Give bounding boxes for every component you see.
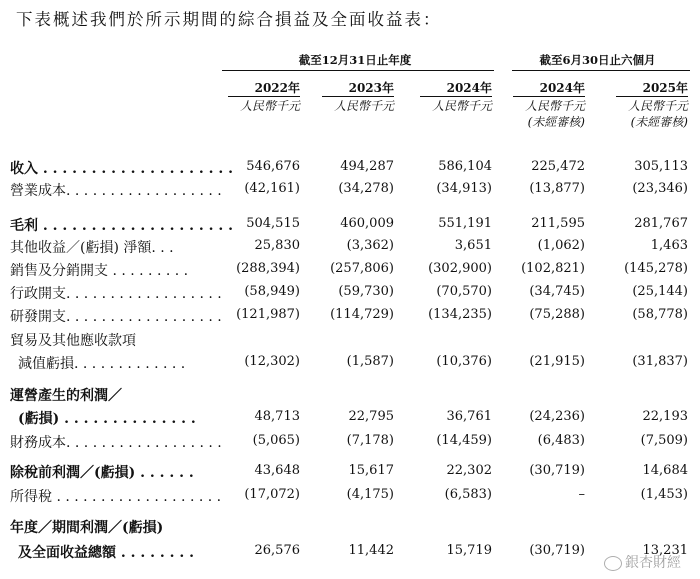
row-value: (14,459) — [436, 433, 492, 448]
row-value: 504,515 — [246, 216, 300, 231]
weibo-icon — [604, 556, 622, 571]
row-value: (12,302) — [244, 354, 300, 369]
unit-label: 人民幣千元 — [239, 99, 300, 113]
column-unit — [600, 98, 688, 130]
row-value: (34,278) — [338, 181, 394, 196]
row-label: 財務成本. . . . . . . . . . . . . . . . . . — [10, 435, 222, 451]
row-value: 26,576 — [254, 543, 300, 558]
unit-label: 人民幣千元 — [524, 99, 585, 113]
unit-label: 人民幣千元 — [431, 99, 492, 113]
header-rule-annual — [222, 70, 494, 71]
row-value: 281,767 — [634, 216, 688, 231]
column-year-rule — [322, 96, 394, 97]
row-value: 15,617 — [348, 463, 394, 478]
row-value: (1,062) — [537, 238, 585, 253]
row-value: (7,178) — [346, 433, 394, 448]
row-value: (21,915) — [529, 354, 585, 369]
row-value: (24,236) — [529, 409, 585, 424]
row-value: (25,144) — [632, 284, 688, 299]
column-year: 2025年 — [642, 81, 688, 95]
row-value: (6,583) — [444, 487, 492, 502]
row-value: 43,648 — [254, 463, 300, 478]
row-value: 211,595 — [531, 216, 585, 231]
row-label: 銷售及分銷開支 . . . . . . . . . — [10, 263, 189, 279]
header-group-annual: 截至12月31日止年度 — [298, 53, 412, 67]
row-value: 22,193 — [642, 409, 688, 424]
row-label: 收入 . . . . . . . . . . . . . . . . . . . . — [10, 161, 233, 177]
row-value: 13,231 — [642, 543, 688, 558]
row-value: (70,570) — [436, 284, 492, 299]
row-value: (58,949) — [244, 284, 300, 299]
unit-label: 人民幣千元 — [627, 99, 688, 113]
row-value: 14,684 — [642, 463, 688, 478]
header-rule-interim — [512, 70, 690, 71]
row-value: (1,587) — [346, 354, 394, 369]
row-value: (3,362) — [346, 238, 394, 253]
row-value: (7,509) — [640, 433, 688, 448]
intro-text: 下表概述我們於所示期間的綜合損益及全面收益表： — [16, 10, 442, 29]
row-value: (34,913) — [436, 181, 492, 196]
row-label: 其他收益／(虧損) 淨額. . . — [10, 240, 174, 256]
row-label: 行政開支. . . . . . . . . . . . . . . . . . — [10, 286, 222, 302]
row-value: (59,730) — [338, 284, 394, 299]
row-label: 減值虧損. . . . . . . . . . . . . — [18, 356, 186, 372]
column-year: 2022年 — [254, 81, 300, 95]
column-year-rule — [420, 96, 492, 97]
row-value: 25,830 — [254, 238, 300, 253]
row-value: (6,483) — [537, 433, 585, 448]
row-value: (134,235) — [428, 307, 492, 322]
row-label: 年度／期間利潤／(虧損) — [10, 520, 164, 536]
column-year-rule — [616, 96, 688, 97]
row-label: 及全面收益總額 . . . . . . . . — [18, 545, 194, 561]
row-value: (302,900) — [428, 261, 492, 276]
column-year: 2024年 — [446, 81, 492, 95]
row-value: (23,346) — [632, 181, 688, 196]
row-value: 551,191 — [438, 216, 492, 231]
column-year-rule — [228, 96, 300, 97]
unaudited-note: (未經審核) — [527, 115, 585, 129]
row-value: (31,837) — [632, 354, 688, 369]
header-group-interim: 截至6月30日止六個月 — [539, 53, 656, 67]
row-value: (121,987) — [236, 307, 300, 322]
row-value: (58,778) — [632, 307, 688, 322]
row-value: 494,287 — [340, 159, 394, 174]
row-value: (13,877) — [529, 181, 585, 196]
column-year: 2023年 — [348, 81, 394, 95]
row-value: 48,713 — [254, 409, 300, 424]
row-value: (4,175) — [346, 487, 394, 502]
row-value: (34,745) — [529, 284, 585, 299]
row-label: 毛利 . . . . . . . . . . . . . . . . . . . . — [10, 218, 233, 234]
row-value: 586,104 — [438, 159, 492, 174]
unit-label: 人民幣千元 — [333, 99, 394, 113]
row-value: 15,719 — [446, 543, 492, 558]
row-value: 225,472 — [531, 159, 585, 174]
row-value: (42,161) — [244, 181, 300, 196]
row-value: 22,302 — [446, 463, 492, 478]
column-unit — [404, 98, 492, 114]
row-value: (114,729) — [330, 307, 394, 322]
row-value: 305,113 — [634, 159, 688, 174]
unaudited-note: (未經審核) — [630, 115, 688, 129]
column-unit — [306, 98, 394, 114]
row-value: 546,676 — [246, 159, 300, 174]
row-value: (30,719) — [529, 543, 585, 558]
row-label: (虧損) . . . . . . . . . . . . . . — [18, 411, 196, 427]
row-value: (75,288) — [529, 307, 585, 322]
column-year: 2024年 — [539, 81, 585, 95]
row-label: 研發開支. . . . . . . . . . . . . . . . . . — [10, 309, 222, 325]
row-label: 貿易及其他應收款項 — [10, 333, 136, 349]
column-unit — [497, 98, 585, 130]
row-value: (102,821) — [521, 261, 585, 276]
row-value: 11,442 — [348, 543, 394, 558]
row-value: (1,453) — [640, 487, 688, 502]
row-value: 460,009 — [340, 216, 394, 231]
row-value: (257,806) — [330, 261, 394, 276]
row-value: – — [578, 487, 585, 502]
row-value: 22,795 — [348, 409, 394, 424]
row-value: (30,719) — [529, 463, 585, 478]
row-value: 1,463 — [650, 238, 688, 253]
row-value: (5,065) — [252, 433, 300, 448]
column-year-rule — [513, 96, 585, 97]
row-value: (145,278) — [624, 261, 688, 276]
watermark — [604, 552, 681, 572]
row-label: 營業成本. . . . . . . . . . . . . . . . . . — [10, 183, 222, 199]
row-value: (10,376) — [436, 354, 492, 369]
row-value: 36,761 — [446, 409, 492, 424]
row-label: 運營產生的利潤／ — [10, 388, 122, 404]
row-label: 除稅前利潤／(虧損) . . . . . . — [10, 465, 194, 481]
row-value: 3,651 — [454, 238, 492, 253]
row-value: (288,394) — [236, 261, 300, 276]
row-label: 所得稅 . . . . . . . . . . . . . . . . . . . — [10, 489, 222, 505]
row-value: (17,072) — [244, 487, 300, 502]
column-unit — [212, 98, 300, 114]
watermark-text: 銀杏財經 — [625, 555, 681, 571]
